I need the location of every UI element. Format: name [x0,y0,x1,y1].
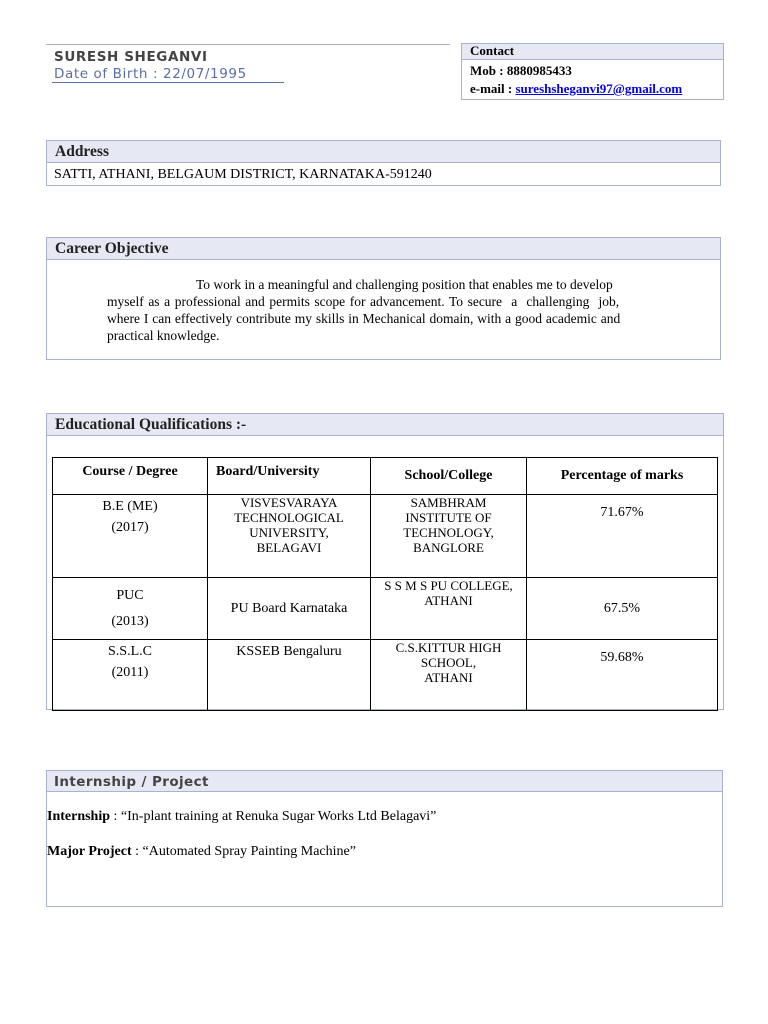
education-header [46,413,724,436]
date-of-birth: Date of Birth : 22/07/1995 [54,66,247,82]
school-line: C.S.KITTUR HIGH [395,640,502,655]
board-cell [208,578,371,640]
career-line-4: practical knowledge. [107,328,220,343]
career-box [46,259,721,360]
course-name: PUC [116,588,144,603]
contact-mobile: Mob : 8880985433 [470,63,572,78]
col-percent: Percentage of marks [527,458,718,495]
career-line-2: myself as a professional and permits scope for advancement. To secure a challenging job, [107,294,620,309]
internship-line [47,809,436,825]
project-text: : “Automated Spray Painting Machine” [131,844,356,859]
school-line: S S M S PU COLLEGE, [384,578,513,593]
table-row [53,495,718,578]
table-row [53,578,718,640]
school-line: ATHANI [424,593,473,608]
internship-title: Internship / Project [54,774,209,790]
contact-email-row [470,81,682,97]
percent-cell [527,578,718,640]
school-line: INSTITUTE OF [405,510,492,525]
percent-cell [527,640,718,711]
internship-text: : “In-plant training at Renuka Sugar Works Ltd Belagavi” [110,809,437,824]
school-line: ATHANI [424,670,473,685]
contact-title: Contact [470,43,515,58]
course-name: S.S.L.C [108,644,152,659]
internship-label: Internship [47,809,111,824]
career-line-1: To work in a meaningful and challenging position that enables me to develop [196,277,613,292]
course-cell [53,495,208,578]
course-cell [53,640,208,711]
career-header [46,237,721,260]
school-line: BANGLORE [413,540,484,555]
board-line: PU Board Karnataka [230,600,348,616]
header-top-rule [46,44,450,45]
school-cell [371,495,527,578]
address-text: SATTI, ATHANI, BELGAUM DISTRICT, KARNATAKA-591240 [54,167,432,182]
address-box [46,162,721,186]
board-line: BELAGAVI [256,540,322,555]
email-link[interactable]: sureshsheganvi97@gmail.com [515,81,683,96]
percent-value: 67.5% [603,600,641,616]
candidate-name: SURESH SHEGANVI [54,49,208,65]
course-name: B.E (ME) [102,499,158,514]
table-header-row [53,458,718,495]
address-title: Address [55,143,109,160]
project-line [47,844,356,860]
education-title: Educational Qualifications :- [55,416,247,433]
contact-email-label: e-mail : [470,81,516,96]
board-line: VISVESVARAYA [240,495,338,510]
school-cell [371,640,527,711]
board-cell [208,495,371,578]
percent-value: 71.67% [600,505,644,520]
contact-box [461,43,724,100]
course-year: (2011) [111,665,149,680]
board-cell [208,640,371,711]
career-line-3: where I can effectively contribute my skills in Mechanical domain, with a good academic and [107,311,621,326]
table-row [53,640,718,711]
dob-underline [52,82,284,83]
school-cell [371,578,527,640]
course-year: (2017) [111,520,149,535]
col-school: School/College [371,458,527,495]
address-header [46,140,721,163]
education-table [52,457,718,711]
board-line: UNIVERSITY, [249,525,329,540]
percent-value: 59.68% [600,650,644,665]
school-line: SAMBHRAM [410,495,487,510]
career-title: Career Objective [55,240,169,257]
board-line: KSSEB Bengaluru [236,644,342,659]
col-course: Course / Degree [53,458,208,495]
course-cell [53,578,208,640]
project-label: Major Project [47,844,132,859]
percent-cell [527,495,718,578]
board-line: TECHNOLOGICAL [234,510,344,525]
school-line: TECHNOLOGY, [403,525,494,540]
course-year: (2013) [111,614,149,629]
internship-header [46,770,723,792]
internship-box [46,791,723,907]
col-board: Board/University [208,458,371,495]
school-line: SCHOOL, [420,655,477,670]
